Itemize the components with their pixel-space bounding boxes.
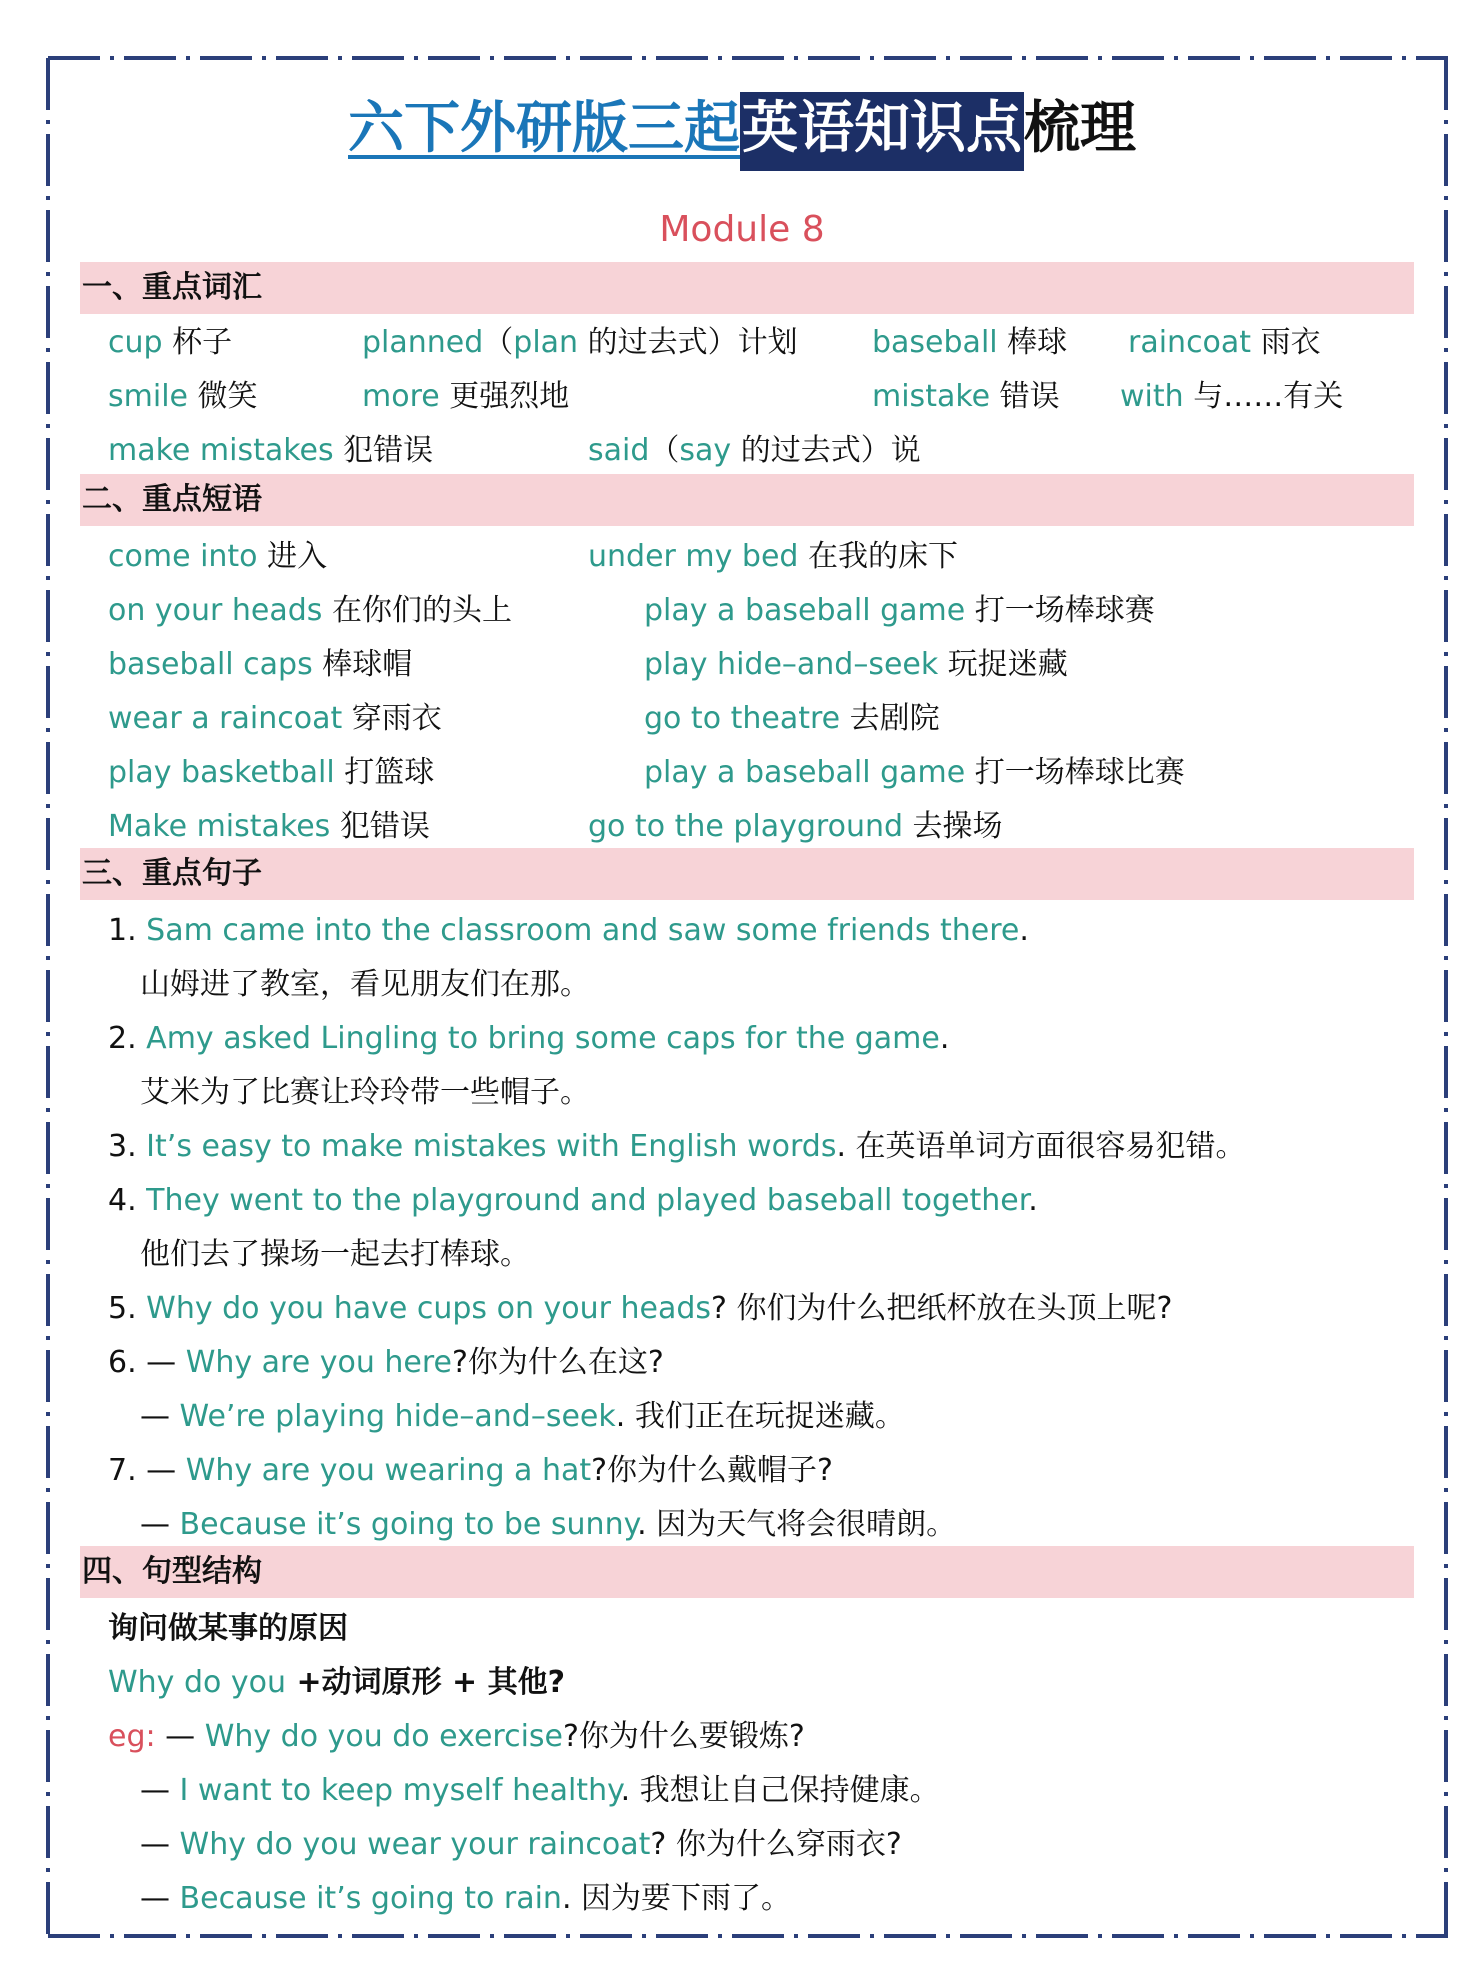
example-line: — Why do you wear your raincoat? 你为什么穿雨衣?	[140, 1827, 902, 1862]
sentence-translation: 他们去了操场一起去打棒球。	[140, 1237, 530, 1272]
border-top	[48, 56, 1448, 60]
sentence-translation: 山姆进了教室，看见朋友们在那。	[140, 967, 590, 1002]
phrase-item: go to the playground 去操场	[588, 809, 1003, 844]
phrase-item: play a baseball game 打一场棒球赛	[644, 593, 1155, 628]
phrase-item: play hide–and–seek 玩捉迷藏	[644, 647, 1068, 682]
phrase-item: play basketball 打篮球	[108, 755, 435, 790]
sentence-item: 6. — Why are you here?你为什么在这?	[108, 1345, 664, 1380]
border-right	[1444, 58, 1448, 1936]
example-line: — I want to keep myself healthy. 我想让自己保持健康。	[140, 1773, 940, 1808]
vocab-item: more 更强烈地	[362, 379, 570, 414]
sentence-item: 5. Why do you have cups on your heads? 你们为什么把纸杯放在头顶上呢?	[108, 1291, 1173, 1326]
section-header-phrases	[80, 474, 1414, 526]
title-part-3: 梳理	[1024, 96, 1136, 161]
sentence-item: 7. — Why are you wearing a hat?你为什么戴帽子?	[108, 1453, 833, 1488]
page-title	[0, 94, 1484, 164]
example-line: — Because it’s going to rain. 因为要下雨了。	[140, 1881, 792, 1916]
phrase-item: come into 进入	[108, 539, 328, 574]
vocab-item: planned（plan 的过去式）计划	[362, 325, 798, 360]
phrase-item: play a baseball game 打一场棒球比赛	[644, 755, 1185, 790]
sentence-reply: — Because it’s going to be sunny. 因为天气将会很晴朗。	[140, 1507, 957, 1542]
sentence-item: 2. Amy asked Lingling to bring some caps for the game.	[108, 1021, 950, 1056]
section-title: 二、重点短语	[82, 482, 262, 517]
sentence-reply: — We’re playing hide–and–seek. 我们正在玩捉迷藏。	[140, 1399, 905, 1434]
module-label: Module 8	[659, 209, 825, 250]
vocab-item: said（say 的过去式）说	[588, 433, 921, 468]
section-header-structure	[80, 1546, 1414, 1598]
vocab-item: cup 杯子	[108, 325, 233, 360]
section-title: 三、重点句子	[82, 856, 262, 891]
vocab-item: raincoat 雨衣	[1128, 325, 1321, 360]
sentence-item: 3. It’s easy to make mistakes with English words. 在英语单词方面很容易犯错。	[108, 1129, 1246, 1164]
border-left	[46, 58, 50, 1936]
vocab-item: mistake 错误	[872, 379, 1060, 414]
section-header-sentences	[80, 848, 1414, 900]
phrase-item: Make mistakes 犯错误	[108, 809, 430, 844]
section-header-vocab	[80, 262, 1414, 314]
vocab-item: smile 微笑	[108, 379, 258, 414]
section-title: 一、重点词汇	[82, 270, 262, 305]
phrase-item: go to theatre 去剧院	[644, 701, 940, 736]
phrase-item: baseball caps 棒球帽	[108, 647, 413, 682]
phrase-item: under my bed 在我的床下	[588, 539, 959, 574]
structure-heading: 询问做某事的原因	[108, 1611, 348, 1646]
structure-pattern: Why do you +动词原形 + 其他?	[108, 1665, 566, 1700]
sentence-item: 1. Sam came into the classroom and saw some friends there.	[108, 913, 1029, 948]
phrase-item: wear a raincoat 穿雨衣	[108, 701, 442, 736]
vocab-item: make mistakes 犯错误	[108, 433, 434, 468]
sentence-item: 4. They went to the playground and played baseball together.	[108, 1183, 1038, 1218]
border-bottom	[48, 1934, 1448, 1938]
title-part-1: 六下外研版三起	[348, 96, 740, 161]
section-title: 四、句型结构	[82, 1554, 262, 1589]
vocab-item: with 与……有关	[1120, 379, 1344, 414]
sentence-translation: 艾米为了比赛让玲玲带一些帽子。	[140, 1075, 590, 1110]
vocab-item: baseball 棒球	[872, 325, 1068, 360]
phrase-item: on your heads 在你们的头上	[108, 593, 512, 628]
title-part-2: 英语知识点	[740, 92, 1024, 171]
example-line: eg: — Why do you do exercise?你为什么要锻炼?	[108, 1719, 805, 1754]
